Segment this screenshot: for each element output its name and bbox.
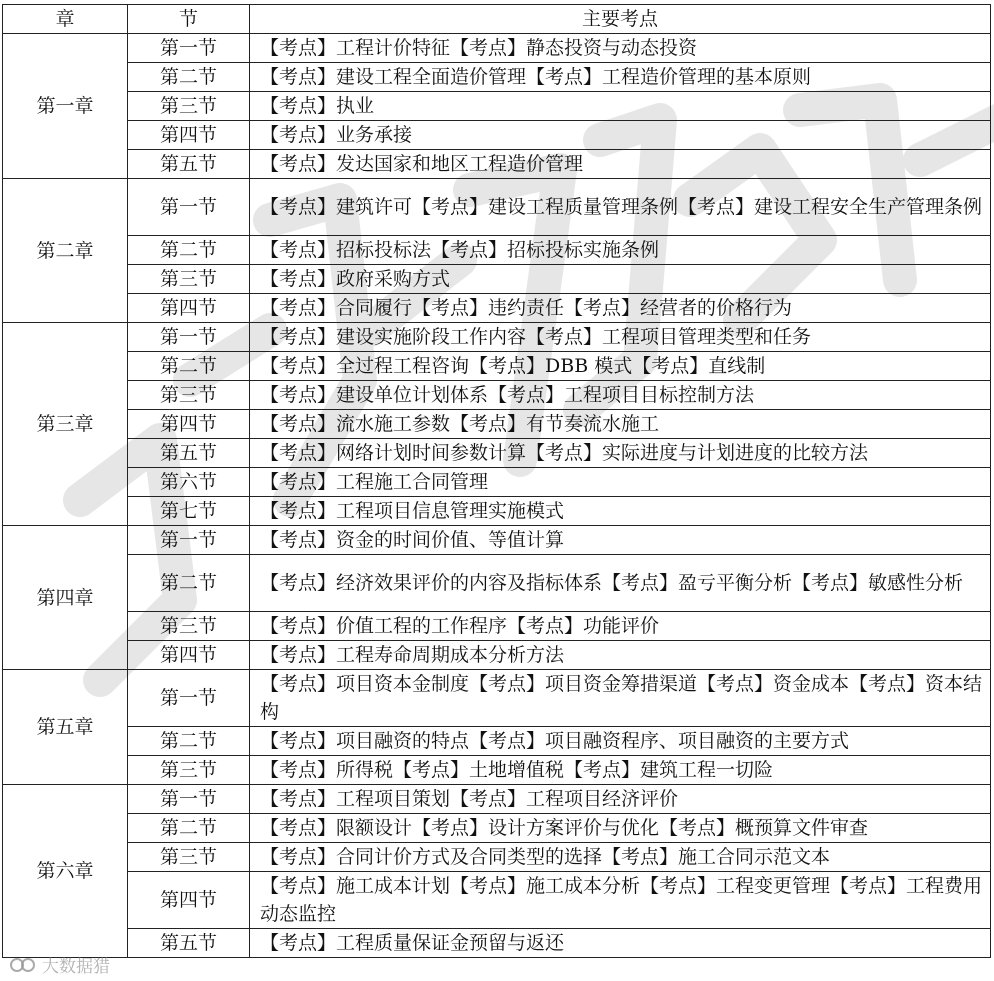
section-cell: 第一节 bbox=[128, 526, 250, 555]
chapter-cell: 第四章 bbox=[3, 526, 128, 670]
table-row bbox=[3, 555, 991, 612]
points-cell: 【考点】所得税【考点】土地增值税【考点】建筑工程一切险 bbox=[250, 756, 991, 785]
points-cell: 【考点】建设工程全面造价管理【考点】工程造价管理的基本原则 bbox=[250, 63, 991, 92]
points-cell: 【考点】资金的时间价值、等值计算 bbox=[250, 526, 991, 555]
chapter-cell: 第二章 bbox=[3, 179, 128, 323]
table-row bbox=[3, 381, 991, 410]
section-cell: 第五节 bbox=[128, 929, 250, 958]
table-row bbox=[3, 410, 991, 439]
table-row bbox=[3, 670, 991, 727]
section-cell: 第二节 bbox=[128, 352, 250, 381]
points-cell: 【考点】施工成本计划【考点】施工成本分析【考点】工程变更管理【考点】工程费用动态监控 bbox=[250, 872, 991, 929]
table-row bbox=[3, 727, 991, 756]
table-row bbox=[3, 814, 991, 843]
section-cell: 第三节 bbox=[128, 265, 250, 294]
section-cell: 第一节 bbox=[128, 785, 250, 814]
section-cell: 第三节 bbox=[128, 92, 250, 121]
table-row bbox=[3, 439, 991, 468]
points-cell: 【考点】项目融资的特点【考点】项目融资程序、项目融资的主要方式 bbox=[250, 727, 991, 756]
table-row bbox=[3, 63, 991, 92]
section-cell: 第三节 bbox=[128, 381, 250, 410]
section-cell: 第四节 bbox=[128, 410, 250, 439]
section-cell: 第四节 bbox=[128, 641, 250, 670]
chapter-cell: 第五章 bbox=[3, 670, 128, 785]
table-row bbox=[3, 612, 991, 641]
points-cell: 【考点】网络计划时间参数计算【考点】实际进度与计划进度的比较方法 bbox=[250, 439, 991, 468]
section-cell: 第二节 bbox=[128, 555, 250, 612]
points-cell: 【考点】工程施工合同管理 bbox=[250, 468, 991, 497]
table-row bbox=[3, 150, 991, 179]
table-row bbox=[3, 179, 991, 236]
section-cell: 第五节 bbox=[128, 150, 250, 179]
section-cell: 第二节 bbox=[128, 236, 250, 265]
header-section: 节 bbox=[128, 5, 250, 34]
table-row bbox=[3, 34, 991, 63]
footer-logo-text: 大数据猎 bbox=[42, 957, 110, 977]
table-row bbox=[3, 641, 991, 670]
chapter-cell: 第六章 bbox=[3, 785, 128, 958]
points-cell: 【考点】价值工程的工作程序【考点】功能评价 bbox=[250, 612, 991, 641]
table-row bbox=[3, 872, 991, 929]
section-cell: 第六节 bbox=[128, 468, 250, 497]
section-cell: 第一节 bbox=[128, 323, 250, 352]
points-cell: 【考点】建筑许可【考点】建设工程质量管理条例【考点】建设工程安全生产管理条例 bbox=[250, 179, 991, 236]
section-cell: 第二节 bbox=[128, 63, 250, 92]
points-cell: 【考点】业务承接 bbox=[250, 121, 991, 150]
points-cell: 【考点】招标投标法【考点】招标投标实施条例 bbox=[250, 236, 991, 265]
section-cell: 第三节 bbox=[128, 843, 250, 872]
table-row bbox=[3, 785, 991, 814]
points-cell: 【考点】建设实施阶段工作内容【考点】工程项目管理类型和任务 bbox=[250, 323, 991, 352]
table-row bbox=[3, 468, 991, 497]
section-cell: 第一节 bbox=[128, 179, 250, 236]
header-chapter: 章 bbox=[3, 5, 128, 34]
section-cell: 第七节 bbox=[128, 497, 250, 526]
table-row bbox=[3, 526, 991, 555]
section-cell: 第三节 bbox=[128, 612, 250, 641]
points-cell: 【考点】工程项目策划【考点】工程项目经济评价 bbox=[250, 785, 991, 814]
section-cell: 第二节 bbox=[128, 814, 250, 843]
points-cell: 【考点】合同计价方式及合同类型的选择【考点】施工合同示范文本 bbox=[250, 843, 991, 872]
table-row bbox=[3, 92, 991, 121]
points-cell: 【考点】经济效果评价的内容及指标体系【考点】盈亏平衡分析【考点】敏感性分析 bbox=[250, 555, 991, 612]
points-cell: 【考点】合同履行【考点】违约责任【考点】经营者的价格行为 bbox=[250, 294, 991, 323]
table-body bbox=[3, 34, 991, 958]
table-row bbox=[3, 843, 991, 872]
section-cell: 第一节 bbox=[128, 670, 250, 727]
section-cell: 第一节 bbox=[128, 34, 250, 63]
section-cell: 第三节 bbox=[128, 756, 250, 785]
points-cell: 【考点】执业 bbox=[250, 92, 991, 121]
table-row bbox=[3, 121, 991, 150]
table-row bbox=[3, 352, 991, 381]
footer-logo bbox=[10, 952, 110, 977]
logo-icon bbox=[10, 956, 36, 974]
points-cell: 【考点】工程质量保证金预留与返还 bbox=[250, 929, 991, 958]
points-cell: 【考点】工程项目信息管理实施模式 bbox=[250, 497, 991, 526]
points-cell: 【考点】限额设计【考点】设计方案评价与优化【考点】概预算文件审查 bbox=[250, 814, 991, 843]
table-row bbox=[3, 294, 991, 323]
table-row bbox=[3, 756, 991, 785]
points-cell: 【考点】全过程工程咨询【考点】DBB 模式【考点】直线制 bbox=[250, 352, 991, 381]
section-cell: 第四节 bbox=[128, 294, 250, 323]
table-row bbox=[3, 497, 991, 526]
header-points: 主要考点 bbox=[250, 5, 991, 34]
table-row bbox=[3, 265, 991, 294]
points-cell: 【考点】发达国家和地区工程造价管理 bbox=[250, 150, 991, 179]
table-row bbox=[3, 236, 991, 265]
table-row bbox=[3, 929, 991, 958]
chapter-cell: 第一章 bbox=[3, 34, 128, 179]
section-cell: 第四节 bbox=[128, 872, 250, 929]
points-cell: 【考点】流水施工参数【考点】有节奏流水施工 bbox=[250, 410, 991, 439]
table-header-row bbox=[3, 5, 991, 34]
section-cell: 第二节 bbox=[128, 727, 250, 756]
exam-points-table bbox=[2, 4, 991, 958]
points-cell: 【考点】工程计价特征【考点】静态投资与动态投资 bbox=[250, 34, 991, 63]
points-cell: 【考点】建设单位计划体系【考点】工程项目目标控制方法 bbox=[250, 381, 991, 410]
points-cell: 【考点】工程寿命周期成本分析方法 bbox=[250, 641, 991, 670]
table-row bbox=[3, 323, 991, 352]
chapter-cell: 第三章 bbox=[3, 323, 128, 526]
points-cell: 【考点】项目资本金制度【考点】项目资金筹措渠道【考点】资金成本【考点】资本结构 bbox=[250, 670, 991, 727]
points-cell: 【考点】政府采购方式 bbox=[250, 265, 991, 294]
section-cell: 第四节 bbox=[128, 121, 250, 150]
section-cell: 第五节 bbox=[128, 439, 250, 468]
